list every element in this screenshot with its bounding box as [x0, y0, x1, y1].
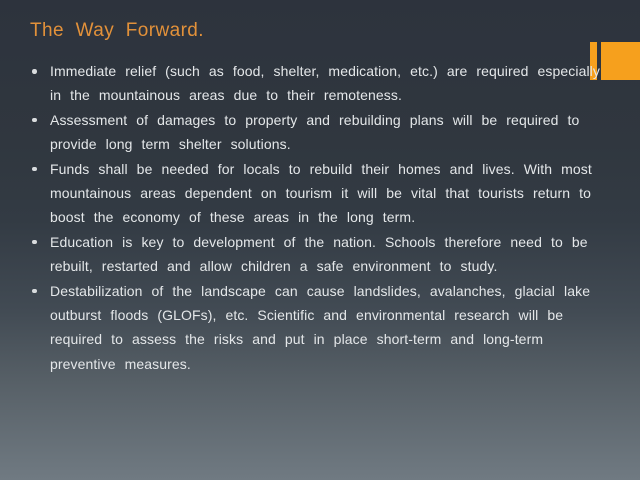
- bullet-text: Destabilization of the landscape can cause landslides, avalanches, glacial lake outburst floods (GLOFs), etc. Scientific and environmental research will be required to assess the risks and put in place short-term and long-term preventive measures.: [50, 282, 591, 372]
- bullet-icon: [30, 108, 50, 123]
- bullet-text: Education is key to development of the nation. Schools therefore need to be rebuilt, restarted and allow children a safe environment to study.: [50, 233, 588, 275]
- slide-title: The Way Forward.: [30, 20, 204, 41]
- bullet-text: Assessment of damages to property and rebuilding plans will be required to provide long term shelter solutions.: [50, 111, 580, 153]
- bullet-icon: [30, 157, 50, 172]
- bullet-icon: [30, 59, 50, 74]
- list-item: [30, 59, 606, 108]
- accent-wide-bar-icon: [601, 42, 640, 80]
- bullet-list: [30, 59, 606, 376]
- list-item: [30, 230, 606, 279]
- list-item: [30, 157, 606, 230]
- list-item: [30, 108, 606, 157]
- list-item: [30, 279, 606, 377]
- bullet-icon: [30, 279, 50, 294]
- bullet-text: Funds shall be needed for locals to rebuild their homes and lives. With most mountainous areas dependent on tourism it will be vital that tourists return to boost the economy of these areas in the long term.: [50, 160, 592, 226]
- bullet-icon: [30, 230, 50, 245]
- bullet-text: Immediate relief (such as food, shelter, medication, etc.) are required especially in the mountainous areas due to their remoteness.: [50, 63, 600, 104]
